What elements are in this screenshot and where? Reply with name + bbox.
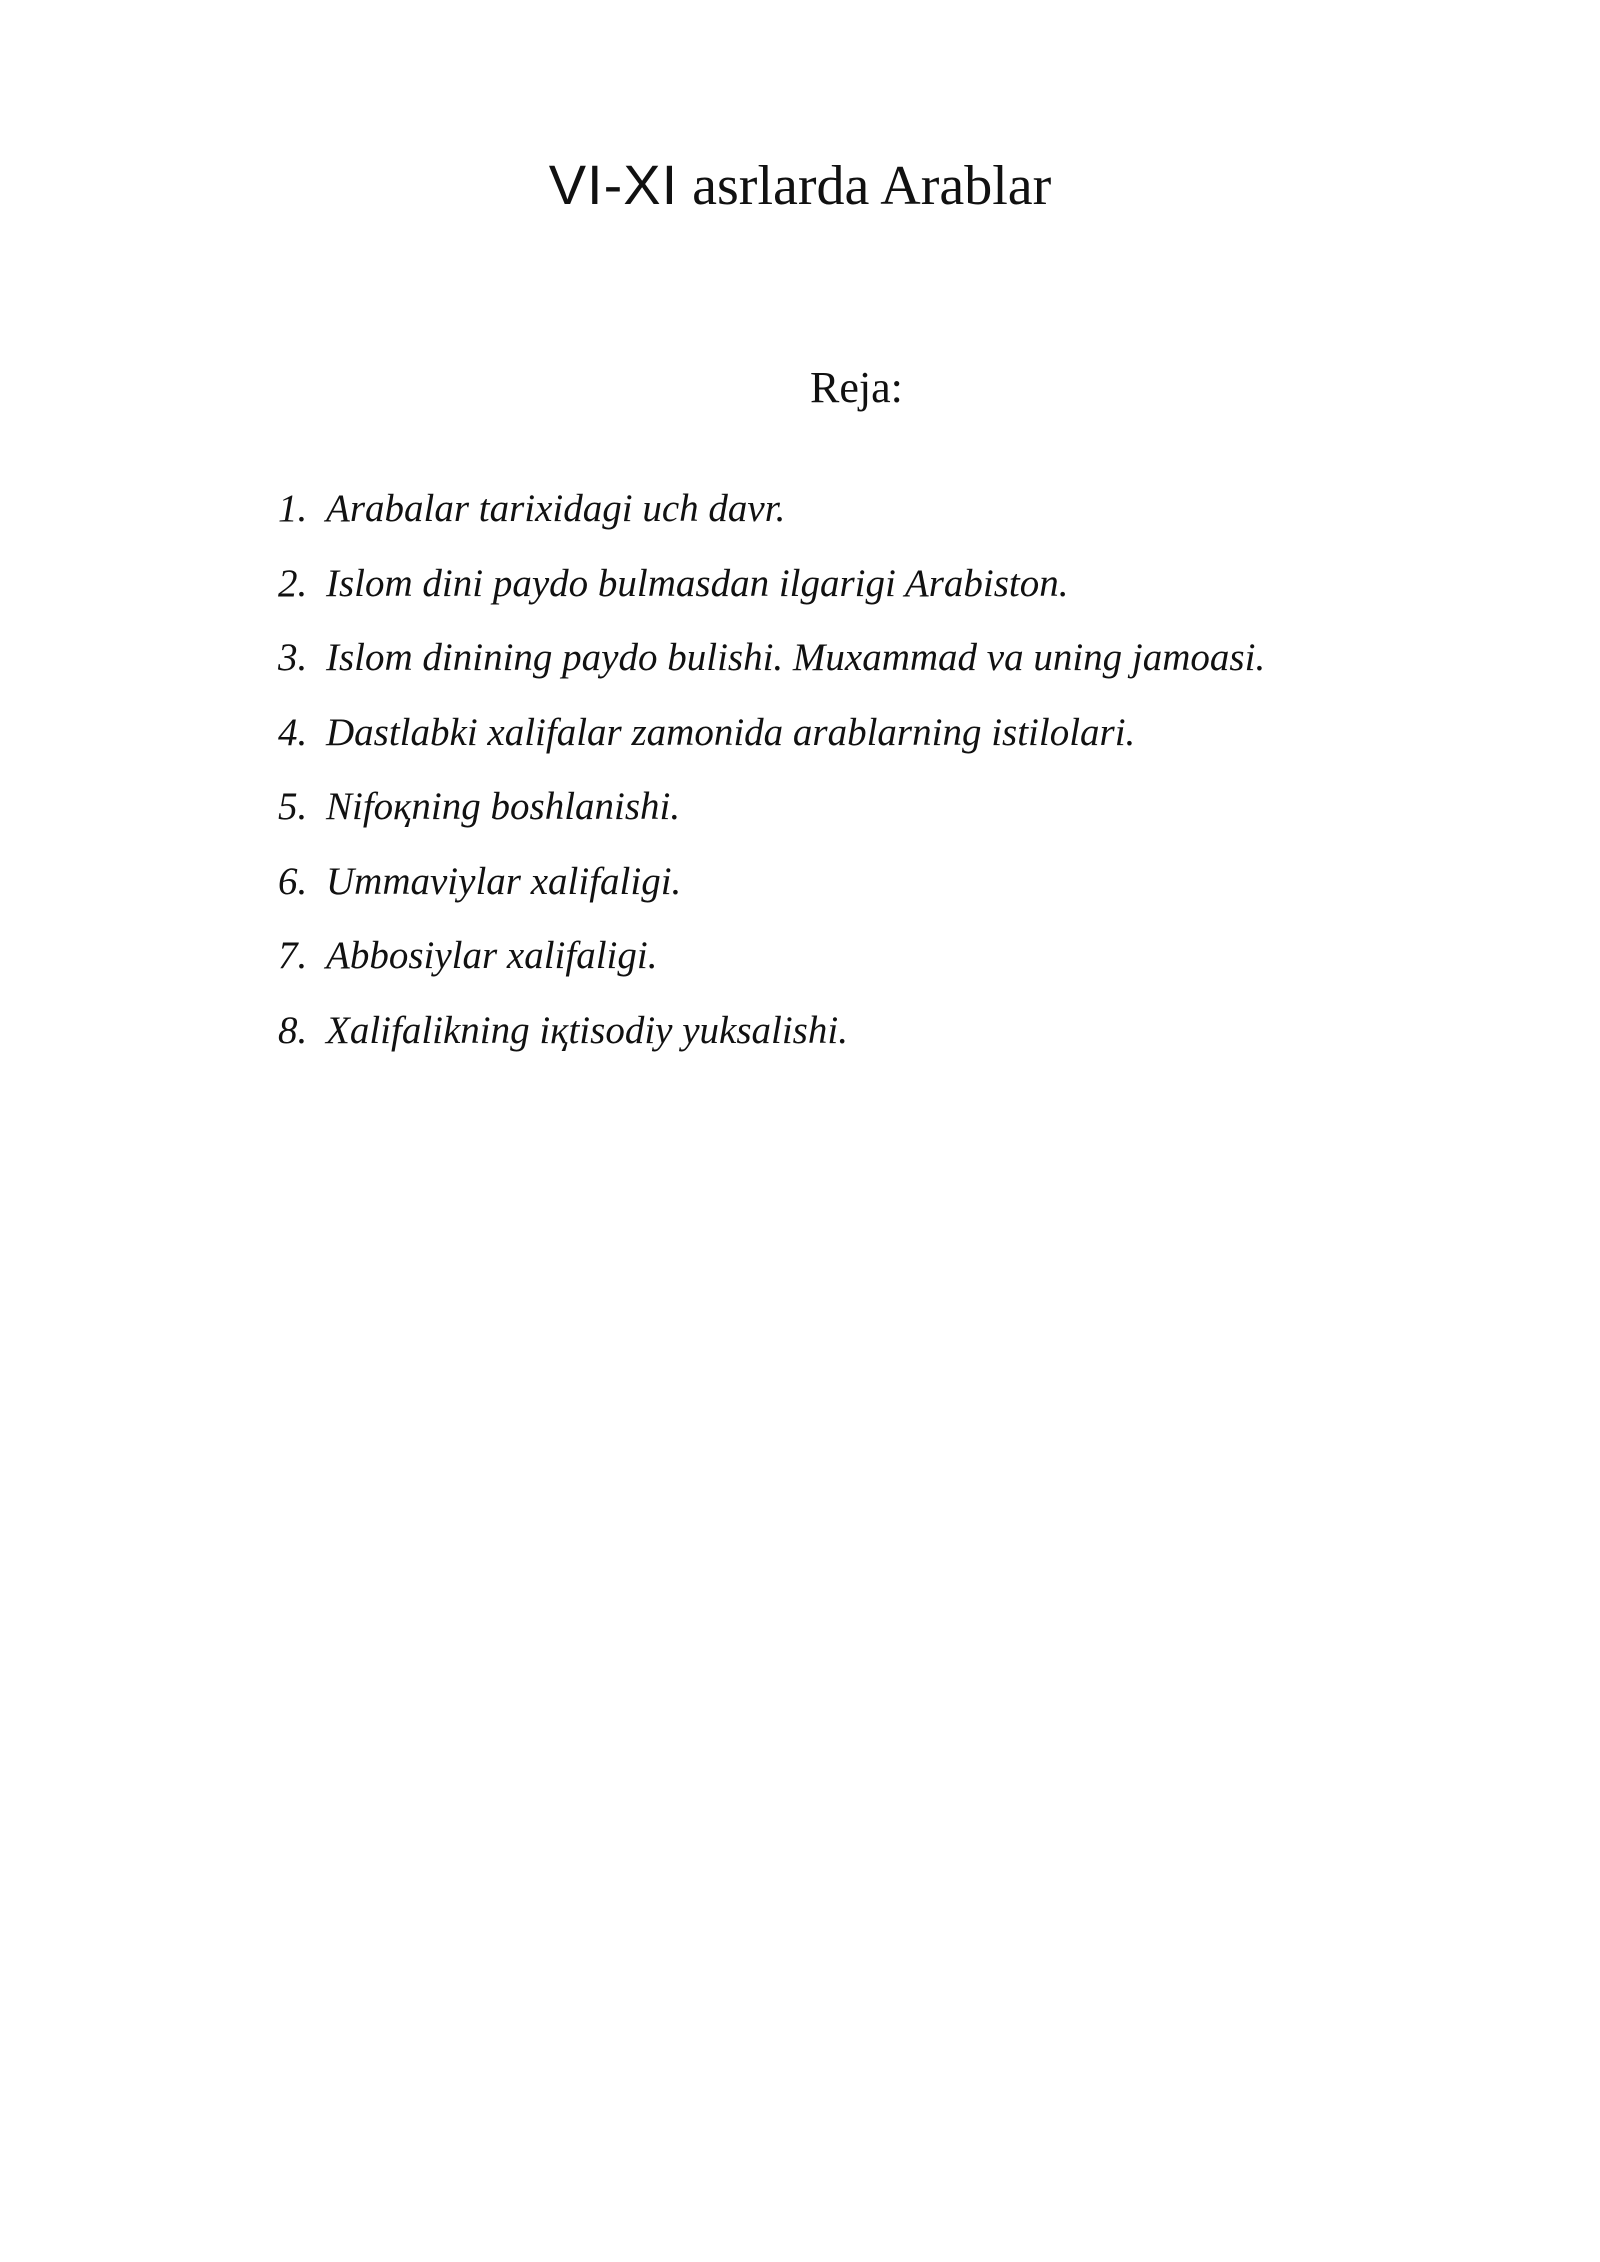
plan-item-text: Ummaviylar xalifaligi.	[326, 859, 682, 903]
plan-item-text: Arabalar tarixidagi uch davr.	[326, 487, 786, 530]
plan-item	[278, 1008, 1265, 1083]
plan-item-text: Abbosiylar xalifaligi.	[326, 934, 658, 977]
plan-item-number: 8.	[278, 1008, 308, 1052]
plan-item-number: 4.	[278, 710, 308, 754]
plan-item	[278, 859, 1265, 934]
plan-item	[278, 710, 1265, 785]
plan-item-number: 3.	[278, 636, 308, 679]
title-roman-numerals: VI-XI	[548, 153, 679, 216]
plan-item-text: Islom dini paydo bulmasdan ilgarigi Arabiston.	[326, 561, 1069, 605]
plan-item-number: 6.	[278, 859, 308, 903]
plan-item	[278, 933, 1265, 1008]
plan-item-text: Islom dinining paydo bulishi. Muxammad va uning jamoasi.	[326, 636, 1266, 679]
plan-item-text: Nifoқning boshlanishi.	[326, 785, 681, 828]
plan-item	[278, 784, 1265, 859]
plan-item	[278, 486, 1265, 561]
plan-item-text: Xalifalikning iқtisodiy yuksalishi.	[326, 1008, 848, 1052]
plan-list	[278, 486, 1265, 1082]
title-text: asrlarda Arablar	[692, 155, 1052, 217]
plan-item-number: 7.	[278, 934, 308, 977]
plan-item-text: Dastlabki xalifalar zamonida arablarning istilolari.	[326, 710, 1136, 754]
page-title	[0, 150, 1600, 221]
plan-item	[278, 561, 1265, 636]
plan-item-number: 1.	[278, 487, 308, 530]
plan-item-number: 2.	[278, 561, 308, 605]
plan-item	[278, 635, 1265, 710]
plan-heading: Reja:	[810, 363, 903, 412]
plan-item-number: 5.	[278, 785, 308, 828]
